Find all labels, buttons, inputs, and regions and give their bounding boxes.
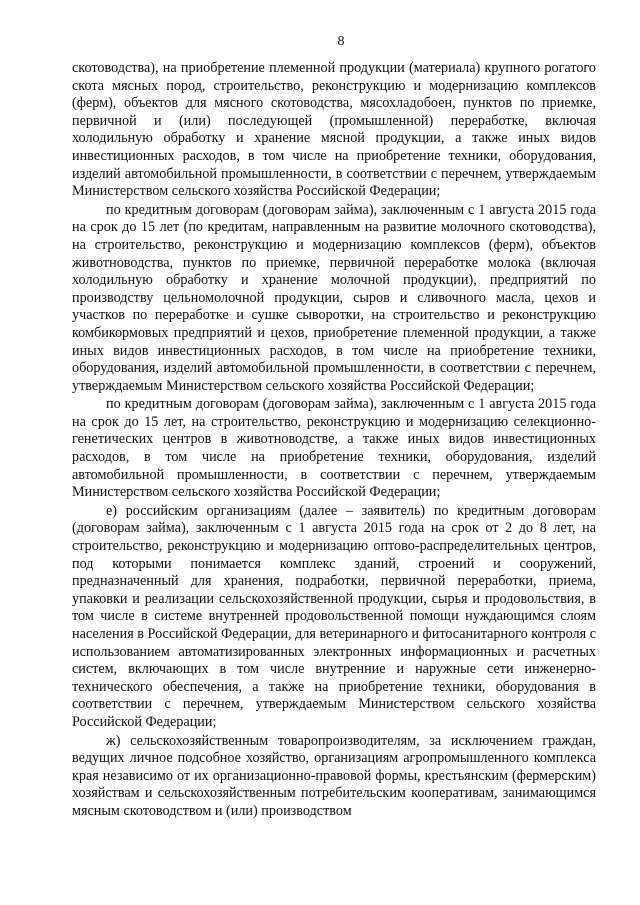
paragraph-continuation: скотоводства), на приобретение племенной продукции (материала) крупного рогатого скота мясных пород, строительство, реконструкцию и модернизацию комплексов (ферм), объектов для мясного скотоводства, мясохладобоен, пунктов по приемке, первичной и (или) последующей (промышленной) переработке, включая холодильную обработку и хранение мясной продукции, а также иных видов инвестиционных расходов, в том числе на приобретение техники, оборудования, изделий автомобильной промышленности, в соответствии с перечнем, утверждаемым Министерством сельского хозяйства Российской Федерации; bbox=[72, 60, 596, 200]
page-number: 8 bbox=[337, 34, 345, 49]
paragraph-dairy-credit: по кредитным договорам (договорам займа), заключенным с 1 августа 2015 года на срок до 15 лет (по кредитам, направленным на развитие молочного скотоводства), на строительство, реконструкцию и модернизацию комплексов (ферм), объектов животноводства, пунктов по приемке, первичной переработке молока (включая холодильную обработку и хранение молочной продукции), предприятий по производству цельномолочной продукции, сыров и сливочного масла, цехов и участков по переработке и сушке сыворотки, на строительство и реконструкцию комбикормовых предприятий и цехов, приобретение племенной продукции, а также иных видов инвестиционных расходов, в том числе на приобретение техники, оборудования, изделий автомобильной промышленности, в соответствии с перечнем, утверждаемым Министерством сельского хозяйства Российской Федерации; bbox=[72, 201, 596, 394]
paragraph-item-e: е) российским организациям (далее – заявитель) по кредитным договорам (договорам займа), заключенным с 1 августа 2015 года на срок от 2 до 8 лет, на строительство, реконструкцию и модернизацию оптово-распределительных центров, под которыми понимается комплекс зданий, строений и сооружений, предназначенный для хранения, подработки, первичной переработки, приема, упаковки и реализации сельскохозяйственной продукции, сырья и продовольствия, в том числе в системе внутренней продовольственной помощи нуждающимся слоям населения в Российской Федерации, для ветеринарного и фитосанитарного контроля с использованием автоматизированных электронных информационных и расчетных систем, включающих в том числе внутренние и наружные сети инженерно-технического обеспечения, а также на приобретение техники, оборудования в соответствии с перечнем, утверждаемым Министерством сельского хозяйства Российской Федерации; bbox=[72, 502, 596, 730]
paragraph-item-zh: ж) сельскохозяйственным товаропроизводителям, за исключением граждан, ведущих личное подсобное хозяйство, организациям агропромышленного комплекса края независимо от их организационно-правовой формы, крестьянским (фермерским) хозяйствам и сельскохозяйственным потребительским кооперативам, занимающимся мясным скотоводством и (или) производством bbox=[72, 732, 596, 819]
paragraph-breeding-centers-credit: по кредитным договорам (договорам займа), заключенным с 1 августа 2015 года на срок до 15 лет, на строительство, реконструкцию и модернизацию селекционно-генетических центров в животноводстве, а также иных видов инвестиционных расходов, в том числе на приобретение техники, оборудования, изделий автомобильной промышленности, в соответствии с перечнем, утверждаемым Министерством сельского хозяйства Российской Федерации; bbox=[72, 396, 596, 501]
